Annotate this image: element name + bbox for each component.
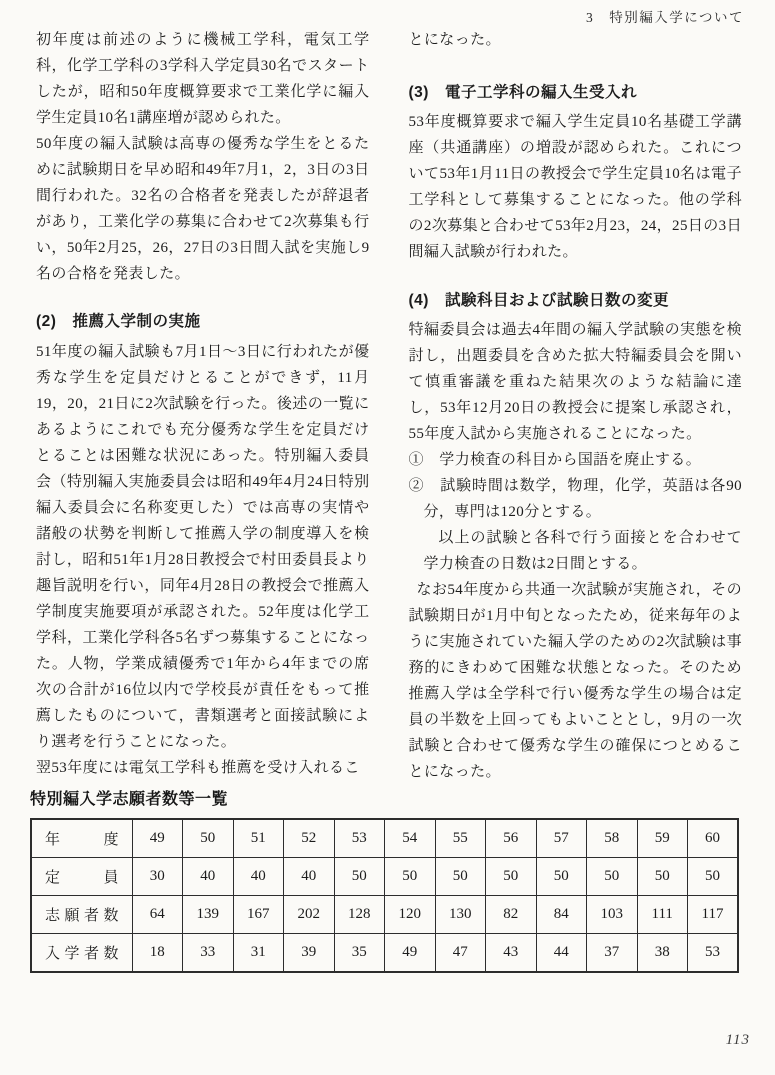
table-cell: 40 (233, 858, 284, 896)
numbered-item-2: ② 試験時間は数学，物理，化学，英語は各90分，専門は120分とする。 (408, 478, 742, 520)
table-cell: 167 (233, 896, 284, 934)
table-cell: 50 (183, 819, 234, 858)
table-cell: 57 (536, 819, 587, 858)
table-cell: 49 (385, 934, 436, 973)
table-cell: 51 (233, 819, 284, 858)
table-cell: 120 (385, 896, 436, 934)
table-cell: 55 (435, 819, 486, 858)
table-cell: 53 (688, 934, 739, 973)
table-cell: 50 (385, 858, 436, 896)
table-cell: 128 (334, 896, 385, 934)
table-cell: 64 (132, 896, 183, 934)
table-row-year (31, 819, 738, 858)
table-cell: 59 (637, 819, 688, 858)
section-2-paragraph-continued: 翌53年度には電気工学科も推薦を受け入れるこ (36, 760, 360, 776)
section-3-heading: (3) 電子工学科の編入生受入れ (408, 84, 637, 101)
section-4-paragraph: 特編委員会は過去4年間の編入学試験の実態を検討し，出題委員を含めた拡大特編委員会を開いて慎重審議を重ねた結果次のような結論に達し，53年12月20日の教授会に提案し承認され，55年度入試から実施されることになった。 (408, 322, 742, 442)
table-cell: 49 (132, 819, 183, 858)
right-column (409, 27, 743, 785)
left-column (36, 27, 370, 785)
applicants-table (30, 818, 739, 973)
running-header: 3 特別編入学について (586, 10, 744, 25)
table-cell: 111 (637, 896, 688, 934)
table-cell: 44 (536, 934, 587, 973)
two-column-body (36, 27, 742, 785)
paragraph-50-exam: 50年度の編入試験は高専の優秀な学生をとるために試験期日を早め昭和49年7月1，2，3日の3日間行われた。32名の合格者を発表したが辞退者があり，工業化学の募集に合わせて2次募集も行い，50年2月25，26，27日の3日間入試を実施し9名の合格を発表した。 (36, 136, 370, 282)
section-3-paragraph: 53年度概算要求で編入学生定員10名基礎工学講座（共通講座）の増設が認められた。これについて53年1月11日の教授会で学生定員10名は電子工学科として募集することになった。他の学科の2次募集と合わせて53年2月23，24，25日の3日間編入試験が行われた。 (408, 114, 742, 260)
paragraph-first-year: 初年度は前述のように機械工学科，電気工学科，化学工学科の3学科入学定員30名でスタートしたが，昭和50年度概算要求で工業化学に編入学生定員10名1講座増が認められた。 (36, 32, 370, 126)
table-cell: 50 (637, 858, 688, 896)
table-cell: 30 (132, 858, 183, 896)
table-cell: 50 (536, 858, 587, 896)
section-4-heading: (4) 試験科目および試験日数の変更 (408, 292, 669, 309)
table-row-admitted (31, 934, 738, 973)
section-4-paragraph-2: なお54年度から共通一次試験が実施され，その試験期日が1月中旬となったため，従来毎年のように実施されていた編入学のための2次試験は事務的にきわめて困難な状態となった。そのため推薦入学は全学科で行い優秀な学生の場合は定員の半数を上回ってもよいこととし，9月の一次試験と合わせて優秀な学生の確保につとめることになった。 (408, 582, 742, 780)
page-number: 113 (725, 1032, 750, 1048)
numbered-item-note: 以上の試験と各科で行う面接とを合わせて学力検査の日数は2日間とする。 (423, 530, 742, 572)
table-cell: 50 (334, 858, 385, 896)
table-cell: 82 (486, 896, 537, 934)
table-cell: 31 (233, 934, 284, 973)
table-cell: 60 (688, 819, 739, 858)
table-row-capacity (31, 858, 738, 896)
table-cell: 53 (334, 819, 385, 858)
table-cell: 35 (334, 934, 385, 973)
table-cell: 103 (587, 896, 638, 934)
row-header-applicants: 志願者数 (31, 896, 132, 934)
table-cell: 40 (183, 858, 234, 896)
row-header-admitted: 入学者数 (31, 934, 132, 973)
applicants-table-section (30, 786, 739, 973)
table-cell: 43 (486, 934, 537, 973)
table-cell: 50 (486, 858, 537, 896)
table-cell: 202 (284, 896, 335, 934)
table-cell: 39 (284, 934, 335, 973)
table-cell: 50 (587, 858, 638, 896)
table-cell: 130 (435, 896, 486, 934)
table-row-applicants (31, 896, 738, 934)
continuation-line: とになった。 (408, 32, 501, 48)
table-cell: 54 (385, 819, 436, 858)
table-cell: 117 (688, 896, 739, 934)
table-cell: 139 (183, 896, 234, 934)
table-title: 特別編入学志願者数等一覧 (30, 791, 229, 808)
table-cell: 50 (688, 858, 739, 896)
table-cell: 50 (435, 858, 486, 896)
table-cell: 84 (536, 896, 587, 934)
table-cell: 40 (284, 858, 335, 896)
section-2-heading: (2) 推薦入学制の実施 (36, 313, 201, 330)
table-cell: 33 (183, 934, 234, 973)
table-cell: 56 (486, 819, 537, 858)
table-cell: 58 (587, 819, 638, 858)
row-header-capacity: 定員 (31, 858, 132, 896)
table-cell: 52 (284, 819, 335, 858)
table-cell: 38 (637, 934, 688, 973)
table-cell: 47 (435, 934, 486, 973)
row-header-year: 年度 (31, 819, 132, 858)
table-cell: 18 (132, 934, 183, 973)
section-2-paragraph: 51年度の編入試験も7月1日～3日に行われたが優秀な学生を定員だけとることができず，11月19，20，21日に2次試験を行った。後述の一覧にあるようにこれでも充分優秀な学生を定員だけとることは困難な状況にあった。特別編入委員会（特別編入実施委員会は昭和49年4月24日特別編入委員会に名称変更した）では高専の実情や諸般の状勢を判断して推薦入学の制度導入を検討し，昭和51年1月28日教授会で村田委員長より趣旨説明を行い，同年4月28日の教授会で推薦入学制度実施要項が承認された。52年度は化学工学科，工業化学科各5名ずつ募集することになった。人物，学業成績優秀で1年から4年までの席次の合計が16位以内で学校長が責任をもって推薦したものについて，書類選考と面接試験により選考を行うことになった。 (36, 344, 370, 750)
table-cell: 37 (587, 934, 638, 973)
numbered-item-1: ① 学力検査の科目から国語を廃止する。 (408, 452, 702, 468)
